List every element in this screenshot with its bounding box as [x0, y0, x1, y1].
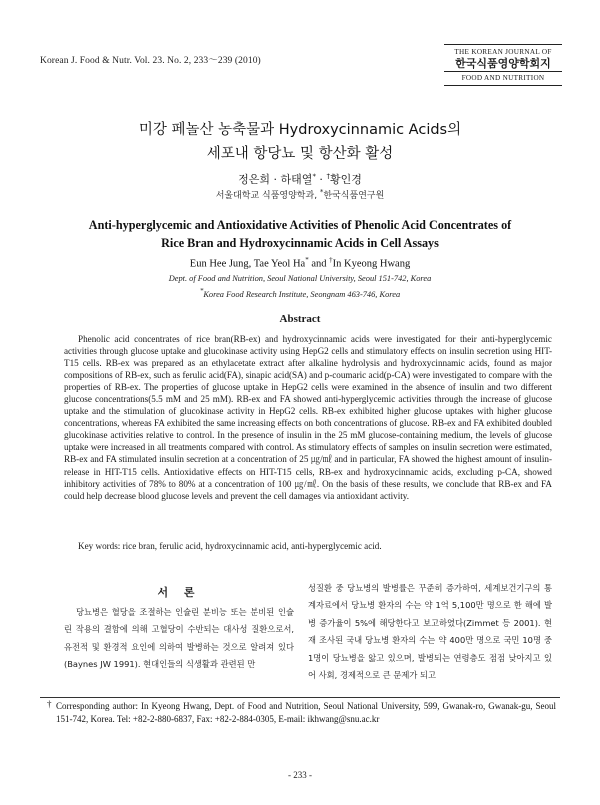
english-title-line2: Rice Bran and Hydroxycinnamic Acids in Cell Assays [161, 236, 439, 250]
english-title-line1: Anti-hyperglycemic and Antioxidative Activities of Phenolic Acid Concentrates of [88, 218, 512, 232]
korean-title [0, 118, 600, 166]
journal-name-korean: 한국식품영양학회지 [455, 57, 551, 70]
journal-name-english-top: THE KOREAN JOURNAL OF [454, 48, 552, 56]
section-heading-introduction: 서 론 [157, 586, 201, 599]
authors-en-first: Eun Hee Jung, Tae Yeol Ha [189, 258, 306, 270]
affiliation-en-line1: Dept. of Food and Nutrition, Seoul National University, Seoul 151-742, Korea [168, 274, 432, 283]
footnote-mark: † [47, 699, 52, 709]
intro-left-column [64, 604, 294, 674]
affiliation-en-second: Korea Food Research Institute, Seongnam 463-746, Korea [203, 289, 401, 299]
korean-title-line2: 세포내 항당뇨 및 항산화 활성 [206, 146, 394, 162]
journal-logo-box [444, 44, 562, 86]
abstract-paragraph: Phenolic acid concentrates of rice bran(RB-ex) and hydroxycinnamic acids were investigated for their anti-hyperglycemic activities through glucose uptake and glucokinase activity using HepG2 cells and stimulatory effects on insulin secretion using HIT-T15 cells. RB-ex was prepared as an ethylacetate extract after alkaline hydrolysis and hydroxycinnamic acids, found as major compositions of RB-ex, such as ferulic acid(FA), sinapic acid(SA) and p-coumaric acid(p-CA) were investigated to compare with the properties of RB-ex. The properties of glucose uptake in HepG2 cells were examined in the absence of insulin and two different glucose concentrations(5.5 mM and 25 mM). RB-ex and FA showed anti-hyperglycemic activities through the increase of glucose uptake and the stimulation of glucokinase activity in HepG2 cells. RB-ex exhibited higher glucose uptakes with higher glucose concentrations, whereas FA exhibited the same increasing effects on both concentrations of glucose. RB-ex and FA exhibited doubled glucokinase activities relative to control. In the presence of insulin in the 25 mM glucose-containing medium, the levels of glucose uptake were increased in all treatments compared with control. As stimulatory effects of samples on insulin secretion were estimated, RB-ex and FA stimulated insulin secretion at a concentration of 25 ㎍/㎖ and in particular, FA showed the highest amount of insulin-release in HIT-T15 cells. Antioxidative effects on HIT-T15 cells, RB-ex and hydroxycinnamic acids, excluding p-CA, showed inhibitory activities of 78% to 80% at a concentration of 100 ㎍/㎖. On the basis of these results, we conclude that RB-ex and FA could help decrease blood glucose levels and prevent the cell damages via antioxidant activity. [64, 334, 552, 501]
affiliation-en-line2 [0, 285, 600, 301]
footnote-divider [40, 697, 560, 698]
author-separator: · [270, 173, 281, 186]
intro-right-column [308, 580, 552, 684]
affiliation-mark: * [319, 188, 324, 196]
affiliation-mark: * [312, 172, 316, 181]
affiliation-ko-second: 한국식품연구원 [323, 191, 385, 201]
korean-authors [0, 171, 600, 187]
korean-title-line1: 미강 페놀산 농축물과 Hydroxycinnamic Acids의 [138, 122, 462, 138]
author-conjunction: and [308, 258, 330, 270]
author-separator: · [315, 173, 327, 186]
journal-name-english-bottom: FOOD AND NUTRITION [444, 71, 562, 83]
author-ko-3: 황인경 [329, 173, 362, 186]
english-affiliations [0, 273, 600, 301]
affiliation-ko-main: 서울대학교 식품영양학과, [215, 191, 320, 201]
korean-affiliations [0, 188, 600, 201]
english-title [0, 216, 600, 252]
corresponding-author-footnote [47, 699, 556, 726]
english-authors [0, 256, 600, 270]
abstract-heading: Abstract [279, 313, 321, 325]
page-number: - 233 - [288, 770, 312, 780]
intro-left-paragraph: 당뇨병은 혈당을 조절하는 인슐린 분비능 또는 분비된 인슐린 작용의 결함에 의해 고혈당이 수반되는 대사성 질환으로서, 유전적 및 환경적 요인에 의하여 발병하는 것으로 알려져 있다(Baynes JW 1991). 현대인들의 식생활과 관련된 만 [64, 607, 294, 670]
author-ko-1: 정은희 [238, 173, 271, 186]
footnote-text: Corresponding author: In Kyeong Hwang, Dept. of Food and Nutrition, Seoul National University, 599, Gwanak-ro, Gwanak-gu, Seoul 151-742, Korea. Tel: +82-2-880-6837, Fax: +82-2-884-0305, E-mail: ikhwang@snu.ac.kr [56, 701, 556, 724]
author-en-last: In Kyeong Hwang [332, 258, 411, 270]
corresponding-mark: † [329, 256, 333, 264]
intro-right-paragraph: 성질환 중 당뇨병의 발병률은 꾸준히 증가하여, 세계보건기구의 통계자료에서 당뇨병 환자의 수는 약 1억 5,100만 명으로 한 해에 발병 증가율이 5%에 해당한다고 보고하였다(Zimmet 등 2001). 현재 조사된 국내 당뇨병 환자의 수는 약 400만 명으로 국민 10명 중 1명이 당뇨병을 앓고 있으며, 발병되는 연령층도 점점 낮아지고 있어 사회, 경제적으로 큰 문제가 되고 [308, 583, 552, 681]
affiliation-mark: * [199, 287, 204, 295]
abstract-body [64, 333, 552, 502]
keywords: Key words: rice bran, ferulic acid, hydroxycinnamic acid, anti-hyperglycemic acid. [78, 541, 382, 551]
affiliation-mark: * [305, 256, 309, 264]
author-ko-2: 하태열 [280, 173, 313, 186]
corresponding-mark: † [326, 172, 330, 181]
citation-header: Korean J. Food & Nutr. Vol. 23. No. 2, 233～239 (2010) [40, 56, 261, 66]
